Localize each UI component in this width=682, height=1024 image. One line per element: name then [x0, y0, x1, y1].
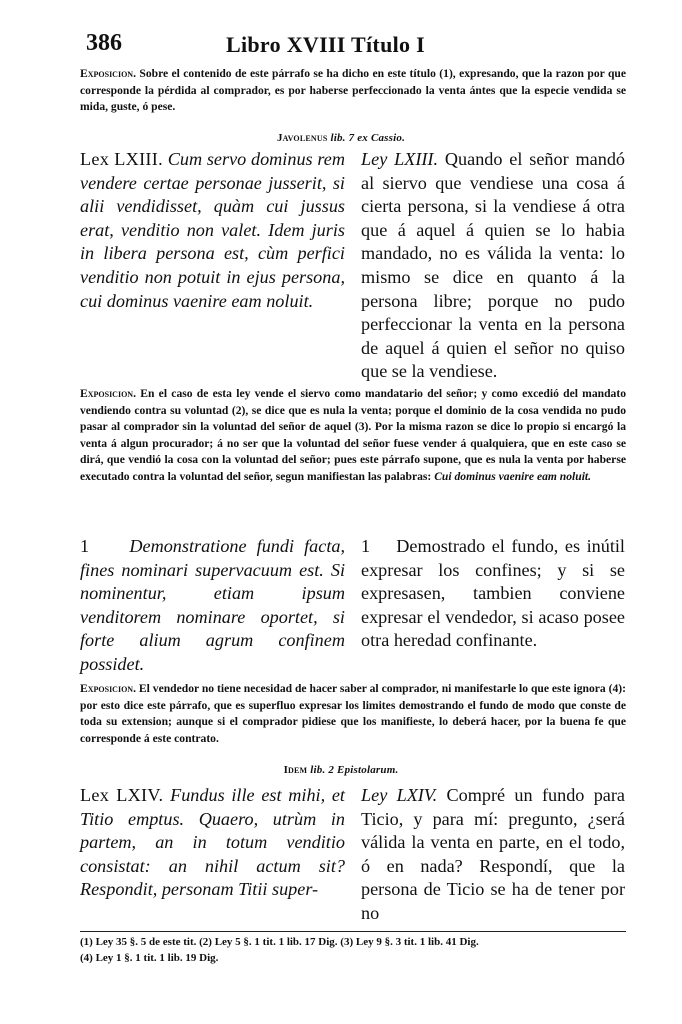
- exposition-text: Sobre el contenido de este párrafo se ha dicho en este título (1), expresando, que la razon por que corresponde la pérdida al comprador, es por haberse perfeccionado la venta ántes que la especie vendida se mida, guste, ó pese.: [80, 67, 626, 114]
- lex-latin-text: Cum servo dominus rem vendere certae personae jusserit, si alii vendidisset, quàm cui jussus erat, venditio non valet. Idem juris in libera persona est, cùm perfici venditio non potuit in ejus persona, cui dominus vaenire eam noluit.: [80, 149, 345, 311]
- exposition-para-1: [80, 681, 626, 747]
- ley-spanish-text: Quando el señor mandó al siervo que vendiese una cosa á cierta persona, si la vendiese á otra que á aquel á quien se lo habia mandado, no es válida la venta: lo mismo se dice en quanto á la persona libre; porque no pudo perfeccionar la venta en la persona de aquel á quien el señor no quiso que se la vendiese.: [361, 149, 626, 382]
- lex-number: Lex LXIII.: [80, 149, 163, 169]
- exposition-quote: Cui dominus vaenire eam noluit.: [434, 469, 592, 483]
- paragraph-latin-text: Demonstratione fundi facta, fines nominari supervacuum est. Si nominentur, etiam ipsum venditorem nominare oportet, si forte alium agrum confinem possidet.: [80, 536, 346, 674]
- exposition-text: En el caso de esta ley vende el siervo como mandatario del señor; y como excedió del mandato vendiendo contra su voluntad (2), se dice que es nula la venta; porque el dominio de la cosa vendida no pudo pasar al comprador sin la voluntad del señor de aquel (3). Por la misma razon se dice lo propio si encargó la venta á algun procurador; á no ser que la voluntad del señor fuese vender á qualquiera, que en este caso se dirá, que vendió la cosa con la voluntad del señor; pues este párrafo supone, que es nula la venta por haberse executado contra la voluntad del señor, segun manifiestan las palabras:: [80, 387, 626, 483]
- lex-latin-text: Fundus ille est mihi, et Titio emptus. Quaero, utrùm in partem, an in totum venditio consistat: an nihil actum sit? Respondit, personam Titii super-: [80, 785, 345, 900]
- exposition-top: [80, 66, 626, 116]
- lex-number: Lex LXIV.: [80, 785, 164, 805]
- paragraph-spanish-text: Demostrado el fundo, es inútil expresar los confines; y si se expresasen, tambien conviene expresar el vendedor, si acaso posee otra heredad confinante.: [361, 536, 625, 651]
- source-citation-javolenus: [0, 132, 682, 144]
- para-1-latin: [80, 535, 345, 677]
- lex-64-latin: [80, 784, 345, 902]
- exposition-label: Exposicion.: [80, 67, 136, 80]
- exposition-text: El vendedor no tiene necesidad de hacer saber al comprador, ni manifestarle lo que este ignora (4): por esto dice este párrafo, que es superfluo expresar los limites demostrando el fundo de modo que conste de toda su extension; aunque si el comprador pidiese que los manifieste, lo deberá hacer, por la buena fe que corresponde á este contrato.: [80, 682, 626, 745]
- ley-number: Ley LXIV.: [361, 785, 438, 805]
- source-author: Javolenus: [276, 132, 328, 144]
- source-reference: lib. 7 ex Cassio.: [330, 132, 406, 144]
- source-author: Idem: [283, 764, 308, 776]
- exposition-label: Exposicion.: [80, 682, 136, 695]
- footnote-line-1: (1) Ley 35 §. 5 de este tit. (2) Ley 5 §. 1 tit. 1 lib. 17 Dig. (3) Ley 9 §. 3 tit. 1 lib. 41 Dig.: [80, 936, 479, 948]
- footnote-rule: [80, 931, 626, 932]
- page-header: [86, 30, 642, 64]
- exposition-label: Exposicion.: [80, 387, 136, 400]
- exposition-lex-63: [80, 386, 626, 486]
- lex-63-latin: [80, 148, 345, 313]
- page-number: 386: [86, 30, 122, 56]
- para-1-spanish: [361, 535, 625, 653]
- ley-number: Ley LXIII.: [361, 149, 439, 169]
- running-title: Libro XVIII Título I: [226, 32, 425, 57]
- source-reference: lib. 2 Epistolarum.: [310, 764, 399, 776]
- paragraph-number: 1: [361, 536, 371, 556]
- source-citation-idem: [0, 764, 682, 776]
- ley-64-spanish: [361, 784, 625, 926]
- paragraph-number: 1: [80, 536, 90, 556]
- ley-spanish-text: Compré un fundo para Ticio, y para mí: pregunto, ¿será válida la venta en parte, en el todo, ó en nada? Respondí, que la persona de Ticio se ha de tener por no: [361, 785, 625, 923]
- footnote-line-2: (4) Ley 1 §. 1 tit. 1 lib. 19 Dig.: [80, 952, 219, 964]
- ley-63-spanish: [361, 148, 625, 384]
